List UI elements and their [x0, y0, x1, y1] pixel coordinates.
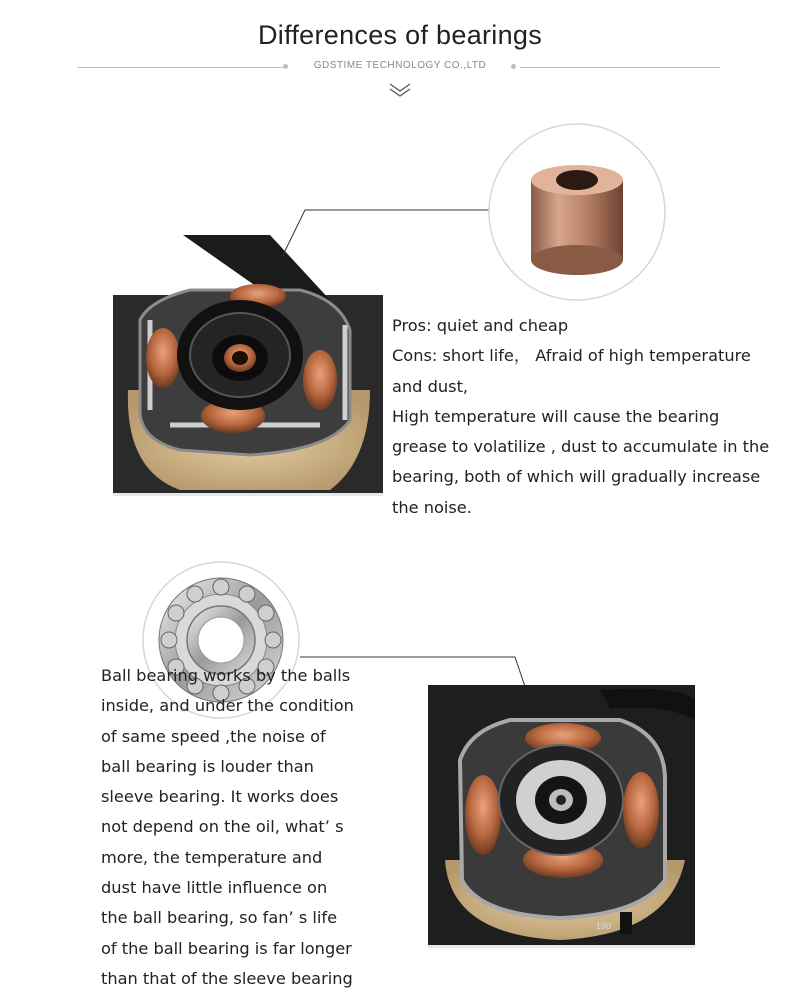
- sleeve-line: and dust,: [392, 376, 469, 396]
- ball-line: sleeve bearing. It works does: [101, 787, 339, 807]
- ball-line: more, the temperature and: [101, 847, 323, 867]
- ball-line: of same speed ,the noise of: [101, 726, 326, 746]
- ball-motor-photo: [428, 685, 695, 948]
- ball-line: inside, and under the condition: [101, 696, 354, 716]
- sleeve-line: bearing, both of which will gradually increase: [392, 467, 761, 487]
- ball-line: Ball bearing works by the balls: [101, 666, 351, 685]
- ball-line: of the ball bearing is far longer: [101, 938, 352, 958]
- ball-line: dust have little influence on: [101, 878, 328, 898]
- sleeve-bearing-closeup: [489, 124, 665, 300]
- page-title: Differences of bearings: [257, 20, 543, 50]
- ball-line: than that of the sleeve bearing: [101, 968, 353, 988]
- sleeve-line: the noise.: [392, 497, 472, 517]
- ball-line: the ball bearing, so fan’ s life: [101, 908, 338, 928]
- company-subtitle: GDSTIME TECHNOLOGY CO.,LTD: [313, 60, 487, 71]
- board-label: 190: [596, 921, 612, 931]
- sleeve-line: High temperature will cause the bearing: [392, 406, 720, 426]
- ball-bearing-description: [101, 661, 354, 994]
- sleeve-line: Pros: quiet and cheap: [392, 316, 569, 335]
- sleeve-motor-photo: [113, 235, 383, 496]
- sleeve-line: Cons: short life， Afraid of high temperature: [392, 346, 751, 366]
- sleeve-line: grease to volatilize , dust to accumulate in the: [392, 437, 770, 457]
- ball-line: not depend on the oil, what’ s: [101, 817, 344, 837]
- sleeve-bearing-description: [392, 311, 769, 523]
- ball-line: ball bearing is louder than: [101, 756, 314, 776]
